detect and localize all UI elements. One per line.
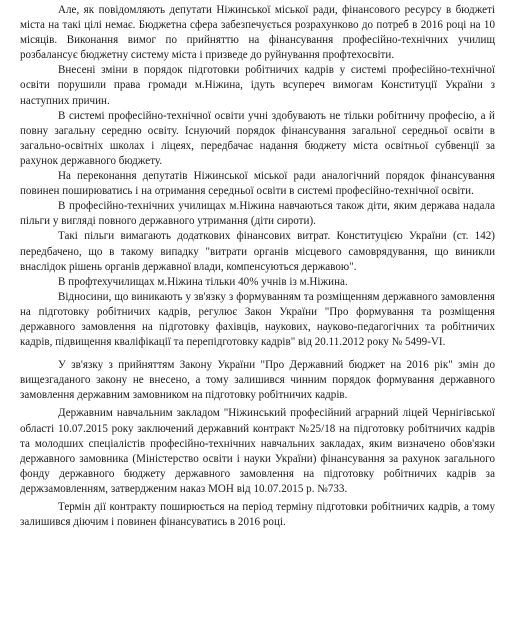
paragraph-general-education: В системі професійно-технічної освіти учні здобувають не тільки робітничу професію, а й повну загальну середню освіту. Існуючий порядок фінансування загальної середньої освіти в загально-освітніх школах і ліцеях, передбачає надання бюджету міста освітньої субвенції за рахунок державного бюджету. (20, 109, 495, 167)
paragraph-state-contract: Державним навчальним закладом "Ніжинський професійний аграрний ліцей Чернігівської області 10.07.2015 року заключений державний контракт №25/18 на підготовку робітничих кадрів та молодших спеціалістів професійно-технічних навчальних закладах, яким визначено обов'язки державного замовника (Міністерство освіти і науки України) фінансування за рахунок загального фонду державного бюджету державного замовлення на підготовку робітничих кадрів за держзамовленням, затвердженим наказ МОН від 10.07.2015 р. №733. (20, 407, 495, 495)
paragraph-student-share: В профтехучилищах м.Ніжина тільки 40% учнів із м.Ніжина. (58, 275, 348, 288)
paragraph-deputies-position: На переконання депутатів Ніжинської міської ради аналогічний порядок фінансування повинен поширюватись і на отримання середньої освіти в системі професійно-технічної освіти. (20, 170, 495, 198)
paragraph-budget-law-2016: У зв'язку з прийняттям Закону України "Про Державний бюджет на 2016 рік" змін до вищезгаданого закону не внесено, а тому залишився чинним порядок формування державного замовлення державним замовником на підготовку робітничих кадрів. (20, 359, 495, 402)
paragraph-budget-deficit: Але, як повідомляють депутати Ніжинської міської ради, фінансового ресурсу в бюджеті міста на такі цілі немає. Бюджетна сфера забезпечується розрахунково до потреб в 2016 році на 10 місяців. Виконання вимог по прийняттю на фінансування професійно-технічних училищ розбалансує бюджетну систему міста і призведе до руйнування профтехосвіти. (20, 4, 495, 62)
paragraph-constitution-article: Такі пільги вимагають додаткових фінансових витрат. Конституцією України (ст. 142) передбачено, що в такому випадку "витрати органів місцевого самоврядування, що виникли внаслідок рішень органів державної влади, компенсуються державою". (20, 230, 495, 273)
paragraph-contract-term: Термін дії контракту поширюється на період терміну підготовки робітничих кадрів, а тому залишився діючим і повинен фінансуватись в 2016 році. (20, 501, 495, 529)
paragraph-state-order-law: Відносини, що виникають у зв'язку з формуванням та розміщенням державного замовлення на підготовку робітничих кадрів, регулює Закон України "Про формування та розміщення державного замовлення на підготовку фахівців, наукових, науково-педагогічних та робітничих кадрів, підвищення кваліфікації та перепідготовку кадрів" від 20.11.2012 року № 5499-VI. (20, 290, 495, 349)
paragraph-orphan-students: В професійно-технічних училищах м.Ніжина навчаються також діти, яким держава надала пільги у вигляді повного державного утримання (діти сироти). (20, 200, 495, 228)
paragraph-rights-violation: Внесені зміни в порядок підготовки робітничих кадрів у системі професійно-технічної освіти порушили права громади м.Ніжина, ідуть всупереч вимогам Конституції України з наступних причин. (20, 64, 495, 107)
